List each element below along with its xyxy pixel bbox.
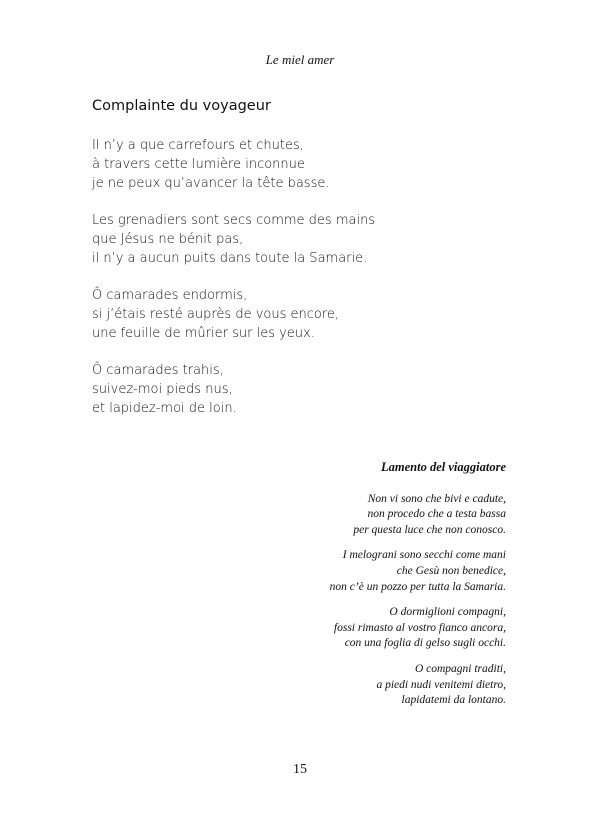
verse-line: que Jésus ne bénit pas, <box>92 232 244 247</box>
poem-title-french: Complainte du voyageur <box>92 98 271 114</box>
stanza <box>246 492 506 539</box>
stanza <box>246 605 506 652</box>
verse-line: si j’étais resté auprès de vous encore, <box>92 307 340 322</box>
verse-line: che Gesù non benedice, <box>396 564 506 577</box>
verse-line: Les grenadiers sont secs comme des mains <box>92 213 376 228</box>
verse-line: Non vi sono che bivi e cadute, <box>367 492 506 505</box>
verse-line: per questa luce che non conosco. <box>353 523 506 536</box>
verse-line: a piedi nudi venitemi dietro, <box>376 678 506 691</box>
stanza <box>246 662 506 709</box>
verse-line: suivez-moi pieds nus, <box>92 382 233 397</box>
stanza <box>92 286 472 343</box>
verse-line: il n’y a aucun puits dans toute la Samarie. <box>92 251 368 266</box>
verse-line: et lapidez-moi de loin. <box>92 401 237 416</box>
verse-line: une feuille de mûrier sur les yeux. <box>92 326 315 341</box>
poem-french <box>92 97 472 436</box>
stanza <box>92 361 472 418</box>
verse-line: non c’è un pozzo per tutta la Samaria. <box>329 580 506 593</box>
verse-line: con una foglia di gelso sugli occhi. <box>344 637 506 650</box>
verse-line: O compagni traditi, <box>414 662 506 675</box>
verse-line: non procedo che a testa bassa <box>367 508 506 521</box>
verse-line: Ô camarades endormis, <box>92 288 248 303</box>
page-number: 15 <box>293 762 307 777</box>
verse-line: O dormiglioni compagni, <box>389 606 506 619</box>
stanza <box>92 211 472 268</box>
verse-line: I melograni sono secchi come mani <box>342 549 506 562</box>
poem-italian <box>246 460 506 719</box>
verse-line: je ne peux qu’avancer la tête basse. <box>92 176 330 191</box>
running-head: Le miel amer <box>265 52 335 67</box>
verse-line: à travers cette lumière inconnue <box>92 157 305 172</box>
verse-line: fossi rimasto al vostro fianco ancora, <box>333 621 506 634</box>
verse-line: Il n’y a que carrefours et chutes, <box>92 138 304 153</box>
stanza <box>246 548 506 595</box>
stanza <box>92 136 472 193</box>
verse-line: Ô camarades trahis, <box>92 363 224 378</box>
verse-line: lapidatemi da lontano. <box>401 694 506 707</box>
poem-title-italian: Lamento del viaggiatore <box>381 460 506 474</box>
